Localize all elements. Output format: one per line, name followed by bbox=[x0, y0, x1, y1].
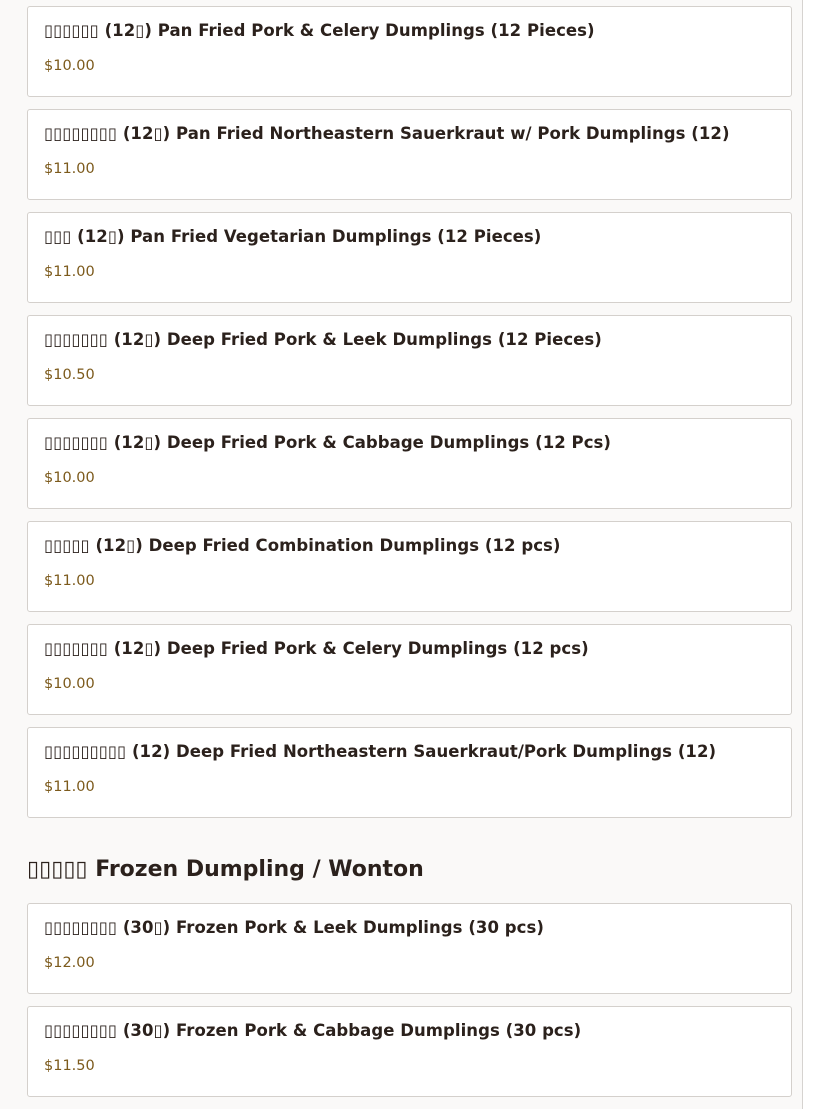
menu-item-price: $10.50 bbox=[44, 367, 95, 383]
menu-item-price: $11.00 bbox=[44, 161, 95, 177]
menu-item-price: $11.00 bbox=[44, 264, 95, 280]
menu-item-name: ▯▯▯▯▯ (12▯) Deep Fried Combination Dumplings (12 pcs) bbox=[44, 536, 561, 555]
menu-item-name: ▯▯▯▯▯▯▯▯ (30▯) Frozen Pork & Leek Dumplings (30 pcs) bbox=[44, 918, 544, 937]
menu-item-name: ▯▯▯▯▯▯▯▯ (30▯) Frozen Pork & Cabbage Dumplings (30 pcs) bbox=[44, 1021, 582, 1040]
menu-item-name: ▯▯▯▯▯▯▯ (12▯) Deep Fried Pork & Cabbage Dumplings (12 Pcs) bbox=[44, 433, 611, 452]
menu-item-price: $10.00 bbox=[44, 470, 95, 486]
menu-item-price: $12.00 bbox=[44, 955, 95, 971]
menu-item-card[interactable] bbox=[27, 315, 792, 406]
menu-item-card[interactable] bbox=[27, 212, 792, 303]
menu-item-name: ▯▯▯▯▯▯▯▯ (12▯) Pan Fried Northeastern Sauerkraut w/ Pork Dumplings (12) bbox=[44, 124, 730, 143]
menu-item-price: $11.50 bbox=[44, 1058, 95, 1074]
menu-item-card[interactable] bbox=[27, 727, 792, 818]
menu-item-card[interactable] bbox=[27, 521, 792, 612]
menu-item-card[interactable] bbox=[27, 6, 792, 97]
menu-item-price: $10.00 bbox=[44, 676, 95, 692]
menu-item-card[interactable] bbox=[27, 903, 792, 994]
menu-item-card[interactable] bbox=[27, 624, 792, 715]
menu-item-name: ▯▯▯ (12▯) Pan Fried Vegetarian Dumplings (12 Pieces) bbox=[44, 227, 542, 246]
menu-item-name: ▯▯▯▯▯▯▯▯▯ (12) Deep Fried Northeastern Sauerkraut/Pork Dumplings (12) bbox=[44, 742, 717, 761]
section-heading-frozen-dumplings: ▯▯▯▯▯ Frozen Dumpling / Wonton bbox=[27, 857, 424, 882]
menu-item-price: $11.00 bbox=[44, 573, 95, 589]
menu-item-price: $10.00 bbox=[44, 58, 95, 74]
menu-item-price: $11.00 bbox=[44, 779, 95, 795]
menu-item-card[interactable] bbox=[27, 109, 792, 200]
menu-item-name: ▯▯▯▯▯▯ (12▯) Pan Fried Pork & Celery Dumplings (12 Pieces) bbox=[44, 21, 595, 40]
menu-item-card[interactable] bbox=[27, 418, 792, 509]
menu-item-name: ▯▯▯▯▯▯▯ (12▯) Deep Fried Pork & Leek Dumplings (12 Pieces) bbox=[44, 330, 602, 349]
menu-item-card[interactable] bbox=[27, 1006, 792, 1097]
menu-item-name: ▯▯▯▯▯▯▯ (12▯) Deep Fried Pork & Celery Dumplings (12 pcs) bbox=[44, 639, 589, 658]
